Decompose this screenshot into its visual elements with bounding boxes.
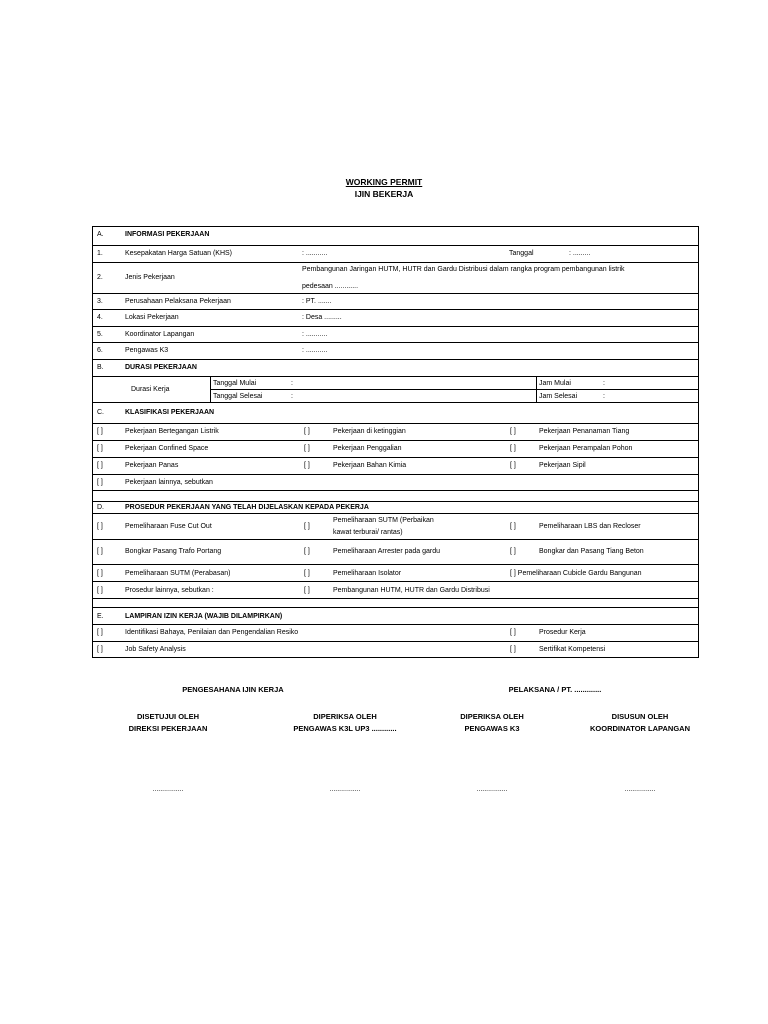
spacer-row (93, 599, 698, 608)
section-c-title: KLASIFIKASI PEKERJAAN (125, 409, 215, 416)
signer-1-role: DIREKSI PEKERJAAN (128, 724, 208, 733)
info-row-3: 3. Perusahaan Pelaksana Pekerjaan : PT. ....... (93, 294, 698, 310)
section-d-header: D. PROSEDUR PEKERJAAN YANG TELAH DIJELASKAN KEPADA PEKERJA (93, 502, 698, 514)
checkbox[interactable]: [ ] (97, 479, 103, 486)
section-a-title: INFORMASI PEKERJAAN (125, 231, 210, 238)
checkbox[interactable]: [ ] (97, 428, 103, 435)
permit-form (92, 226, 699, 658)
info-row-1: 1. Kesepakatan Harga Satuan (KHS) : ........... Tanggal : ......... (93, 246, 698, 263)
info-row-6: 6. Pengawas K3 : ........... (93, 343, 698, 360)
checkbox[interactable]: [ ] (510, 548, 516, 555)
checkbox[interactable]: [ ] (304, 587, 310, 594)
tanggal-selesai-value[interactable]: : (291, 393, 293, 400)
checkbox[interactable]: [ ] (304, 428, 310, 435)
section-b-title: DURASI PEKERJAAN (125, 364, 197, 371)
prosedur-row-4: [ ] Prosedur lainnya, sebutkan : [ ] Pembangunan HUTM, HUTR dan Gardu Distribusi (93, 582, 698, 599)
durasi-row: Durasi Kerja Tanggal Mulai : Jam Mulai : Tanggal Selesai : Jam Selesai : (93, 377, 698, 403)
prosedur-row-2: [ ] Bongkar Pasang Trafo Portang [ ] Pemeliharaan Arrester pada gardu [ ] Bongkar dan Pasang Tiang Beton (93, 540, 698, 565)
info-row-2: 2. Jenis Pekerjaan Pembangunan Jaringan HUTM, HUTR dan Gardu Distribusi dalam rangka program pembangunan listrik pedesaan ............ (93, 263, 698, 294)
section-e-header: E. LAMPIRAN IZIN KERJA (WAJIB DILAMPIRKAN) (93, 608, 698, 625)
klasifikasi-row-3: [ ] Pekerjaan Panas [ ] Pekerjaan Bahan Kimia [ ] Pekerjaan Sipil (93, 458, 698, 475)
pelaksana-heading: PELAKSANA / PT. ............. (508, 685, 602, 694)
checkbox[interactable]: [ ] (510, 646, 516, 653)
checkbox[interactable]: [ ] (97, 587, 103, 594)
section-d-title: PROSEDUR PEKERJAAN YANG TELAH DIJELASKAN KEPADA PEKERJA (125, 504, 369, 511)
signer-2-title: DIPERIKSA OLEH (313, 712, 377, 721)
signature-line-4[interactable]: ................ (624, 786, 656, 793)
klasifikasi-row-2: [ ] Pekerjaan Confined Space [ ] Pekerjaan Penggalian [ ] Pekerjaan Perampalan Pohon (93, 441, 698, 458)
tanggal-value[interactable]: : ......... (569, 250, 591, 257)
checkbox[interactable]: [ ] (97, 570, 103, 577)
tanggal-mulai-value[interactable]: : (291, 380, 293, 387)
lokasi-value[interactable]: : Desa ......... (302, 314, 342, 321)
checkbox[interactable]: [ ] (510, 523, 516, 530)
koordinator-value[interactable]: : ........... (302, 331, 328, 338)
pengesahan-heading: PENGESAHANA IJIN KERJA (182, 685, 284, 694)
section-b-header: B. DURASI PEKERJAAN (93, 360, 698, 377)
prosedur-row-3: [ ] Pemeliharaan SUTM (Perabasan) [ ] Pemeliharaan Isolator [ ] Pemeliharaan Cubicle Gardu Bangunan (93, 565, 698, 582)
signature-line-2[interactable]: ................ (329, 786, 361, 793)
durasi-label: Durasi Kerja (131, 386, 170, 393)
checkbox[interactable]: [ ] (510, 445, 516, 452)
section-a-header: A. INFORMASI PEKERJAAN (93, 227, 698, 246)
checkbox[interactable]: [ ] (510, 428, 516, 435)
checkbox[interactable]: [ ] (304, 570, 310, 577)
lampiran-row-2: [ ] Job Safety Analysis [ ] Sertifikat Kompetensi (97, 646, 606, 653)
checkbox[interactable]: [ ] (304, 523, 310, 530)
lampiran-row-1: [ ] Identifikasi Bahaya, Penilaian dan Pengendalian Resiko [ ] Prosedur Kerja (93, 625, 698, 642)
checkbox[interactable]: [ ] (304, 548, 310, 555)
document-title: WORKING PERMIT (345, 177, 423, 187)
jenis-pekerjaan-value[interactable]: Pembangunan Jaringan HUTM, HUTR dan Gardu Distribusi dalam rangka program pembangunan listrik (302, 266, 625, 273)
signer-1-title: DISETUJUI OLEH (136, 712, 200, 721)
checkbox[interactable]: [ ] (97, 523, 103, 530)
prosedur-row-1: [ ] Pemeliharaan Fuse Cut Out [ ] Pemeliharaan SUTM (Perbaikan kawat terburai/ rantas) [ ] Pemeliharaan LBS dan Recloser (93, 514, 698, 540)
checkbox[interactable]: [ ] (97, 629, 103, 636)
signer-4-title: DISUSUN OLEH (611, 712, 669, 721)
perusahaan-value[interactable]: : PT. ....... (302, 298, 332, 305)
checkbox[interactable]: [ ] (304, 445, 310, 452)
jam-selesai-value[interactable]: : (603, 393, 605, 400)
klasifikasi-row-4: [ ] Pekerjaan lainnya, sebutkan (93, 475, 698, 491)
checkbox[interactable]: [ ] (510, 629, 516, 636)
signer-4-role: KOORDINATOR LAPANGAN (590, 724, 690, 733)
klasifikasi-row-1: [ ] Pekerjaan Bertegangan Listrik [ ] Pekerjaan di ketinggian [ ] Pekerjaan Penanaman Tiang (93, 424, 698, 441)
signer-3-role: PENGAWAS K3 (464, 724, 520, 733)
signer-3-title: DIPERIKSA OLEH (460, 712, 524, 721)
info-row-4: 4. Lokasi Pekerjaan : Desa ......... (93, 310, 698, 327)
khs-value[interactable]: : ........... (302, 250, 328, 257)
info-row-5: 5. Koordinator Lapangan : ........... (93, 327, 698, 343)
section-e-title: LAMPIRAN IZIN KERJA (WAJIB DILAMPIRKAN) (125, 613, 283, 620)
checkbox[interactable]: [ ] (97, 462, 103, 469)
checkbox[interactable]: [ ] (97, 548, 103, 555)
signature-line-3[interactable]: ................ (476, 786, 508, 793)
signature-line-1[interactable]: ................ (152, 786, 184, 793)
jam-mulai-value[interactable]: : (603, 380, 605, 387)
checkbox[interactable]: [ ] (97, 445, 103, 452)
signer-2-role: PENGAWAS K3L UP3 ............ (293, 724, 397, 733)
checkbox[interactable]: [ ] (304, 462, 310, 469)
document-subtitle: IJIN BEKERJA (354, 189, 414, 199)
pengawas-value[interactable]: : ........... (302, 347, 328, 354)
cubicle-gardu-option[interactable]: [ ] Pemeliharaan Cubicle Gardu Bangunan (510, 570, 642, 577)
spacer-row (93, 491, 698, 502)
checkbox[interactable]: [ ] (97, 646, 103, 653)
checkbox[interactable]: [ ] (510, 462, 516, 469)
section-c-header: C. KLASIFIKASI PEKERJAAN (93, 403, 698, 424)
